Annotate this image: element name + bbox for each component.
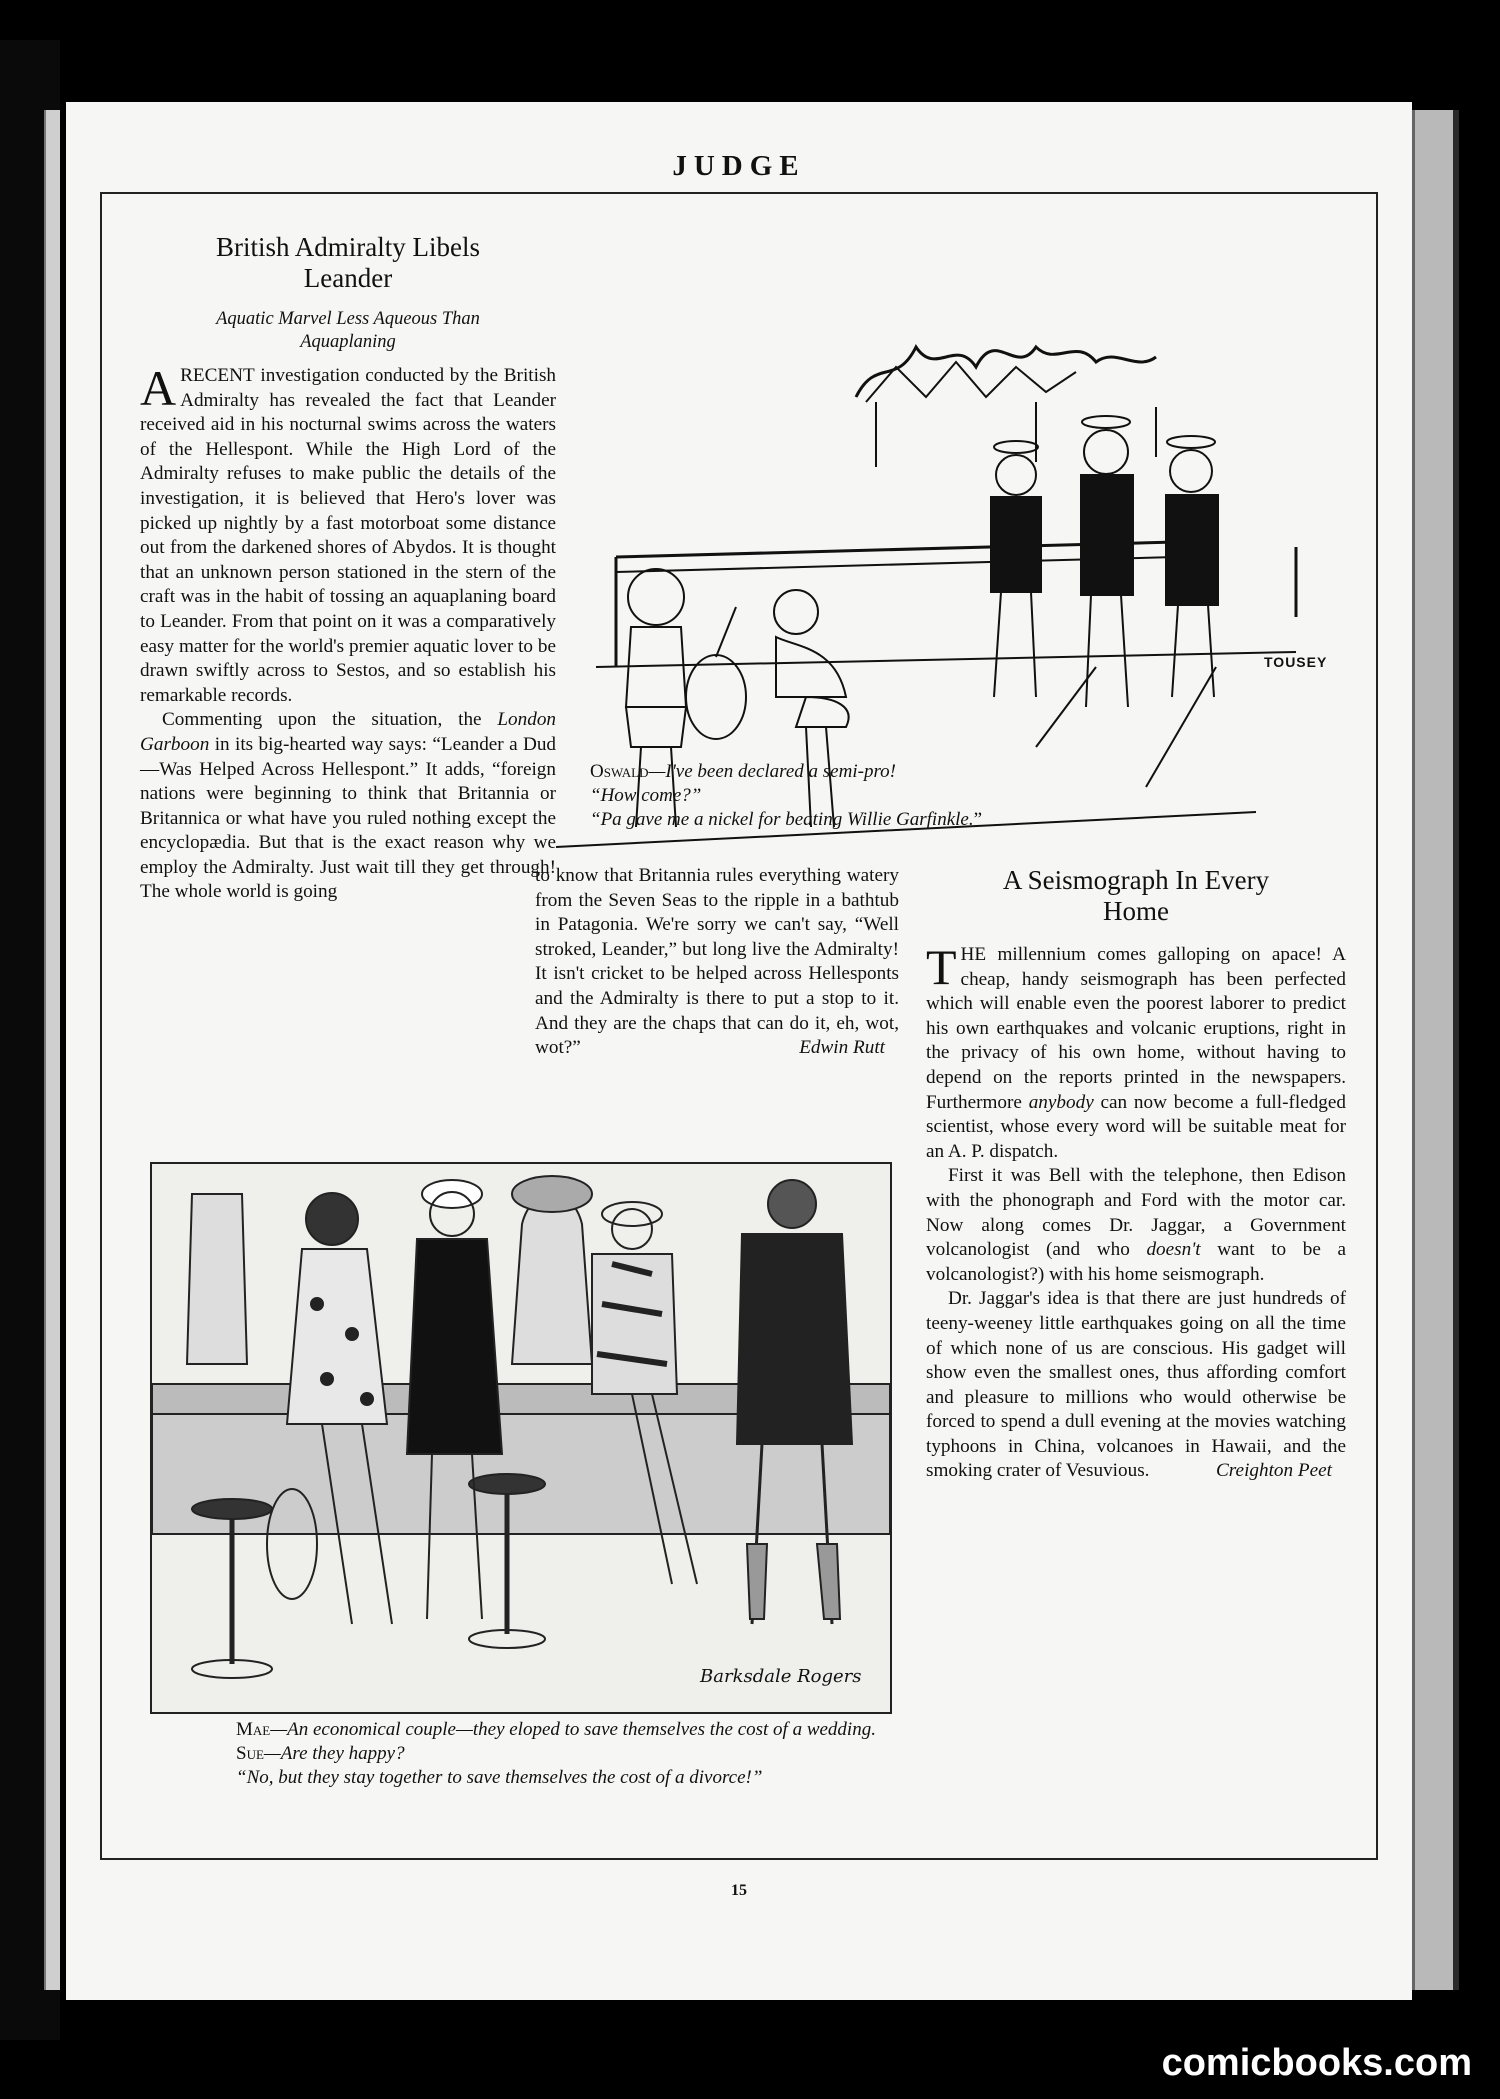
caption-line-nickel: “Pa gave me a nickel for beating Willie Garfinkle.” <box>590 809 983 830</box>
cartoon-soda-fountain-caption <box>220 1718 900 1790</box>
cartoon-soda-fountain <box>150 1162 892 1714</box>
article-admiralty-subtitle: Aquatic Marvel Less Aqueous Than Aquaplaning <box>216 309 480 352</box>
dropcap-a: A <box>140 360 177 416</box>
cartoon-tennis-signature: TOUSEY <box>1264 654 1328 670</box>
caption-line-sue: Sue—Are they happy? <box>236 1743 405 1764</box>
article-seismograph-para2: First it was Bell with the telephone, then Edison with the phonograph and Ford with the motor car. Now along comes Dr. Jaggar, a Government volcanologist (and who doesn't want to be a volcanologist?) with his home seismograph. <box>926 1165 1347 1285</box>
magazine-page <box>66 102 1412 2000</box>
article-admiralty-para1: ARECENT investigation conducted by the British Admiralty has revealed the fact that Leander received aid in his nocturnal swims across the waters of the Hellespont. While the High Lord of the Admiralty refuses to make public the details of the investigation, it is believed that Hero's lover was picked up nightly by a fast motorboat some distance out from the darkened shores of Abydos. It is thought that an unknown person stationed in the stern of the craft was in the habit of tossing an aquaplaning board to Leander. From that point on it was a comparatively easy matter for the world's premier aquatic lover to be drawn swiftly across to Sestos, and so establish his remarkable records. <box>140 360 557 706</box>
page-number: 15 <box>731 1882 747 1899</box>
article-admiralty-continued <box>535 864 899 1061</box>
site-watermark: comicbooks.com <box>1161 2042 1472 2084</box>
cartoon-soda-fountain-signature: Barksdale Rogers <box>700 1666 862 1687</box>
article-seismograph-para3: Dr. Jaggar's idea is that there are just hundreds of teeny-weeney little earthquakes going on all the time of which none of us are conscious. His gadget will show even the smallest ones, thus affording comfort and pleasure to millions who would otherwise be forced to spend a dull evening at the movies watching typhoons in China, volcanoes in Hawaii, and the smoking crater of Vesuvious. Creighton Peet <box>926 1287 1346 1484</box>
scan-left-edge <box>0 40 60 2040</box>
scan-right-edge <box>1412 110 1459 1990</box>
article-seismograph-title: A Seismograph In Every Home <box>1002 865 1270 926</box>
article-seismograph <box>926 865 1346 1484</box>
byline-creighton-peet: Creighton Peet <box>1216 1460 1332 1482</box>
article-admiralty-para2-cont: to know that Britannia rules everything watery from the Seven Seas to the ripple in a bathtub in Patagonia. We're sorry we can't say, “Well stroked, Leander,” but long live the Admiralty! It isn't cricket to be helped across Hellesponts and the Admiralty is there to put a stop to it. And they are the chaps that can do it, eh, wot, wot?” Edwin Rutt <box>535 864 899 1061</box>
article-admiralty-title: British Admiralty Libels Leander <box>216 232 480 293</box>
article-admiralty <box>140 232 556 905</box>
caption-line-how-come: “How come?” <box>590 785 702 806</box>
caption-line-oswald: Oswald—I've been declared a semi-pro! <box>590 761 896 782</box>
caption-line-mae: Mae—An economical couple—they eloped to save themselves the cost of a wedding. <box>236 1719 876 1740</box>
dropcap-t: T <box>926 939 957 995</box>
masthead: JUDGE <box>672 150 806 182</box>
cartoon-tennis-caption <box>590 760 1110 832</box>
cartoon-soda-fountain-drawing <box>152 1164 890 1712</box>
article-admiralty-para2: Commenting upon the situation, the London Garboon in its big-hearted way says: “Leander a Dud—Was Helped Across Hellespont.” It adds, “foreign nations were beginning to think that Britannia or Britannica or what have you ruled nothing except the encyclopædia. But that is the exact reason why we employ the Admiralty. Just wait till they get through! The whole world is going <box>140 709 557 903</box>
caption-line-divorce: “No, but they stay together to save themselves the cost of a divorce!” <box>236 1767 763 1788</box>
article-seismograph-para1: THE millennium comes galloping on apace! A cheap, handy seismograph has been perfected which will enable even the poorest laborer to predict his own earthquakes and volcanic eruptions, right in the privacy of his own home, without having to depend on the reports printed in the newspapers. Furthermore anybody can now become a full-fledged scientist, whose every word will be suitable meat for an A. P. dispatch. <box>926 939 1347 1162</box>
byline-edwin-rutt: Edwin Rutt <box>799 1037 885 1059</box>
